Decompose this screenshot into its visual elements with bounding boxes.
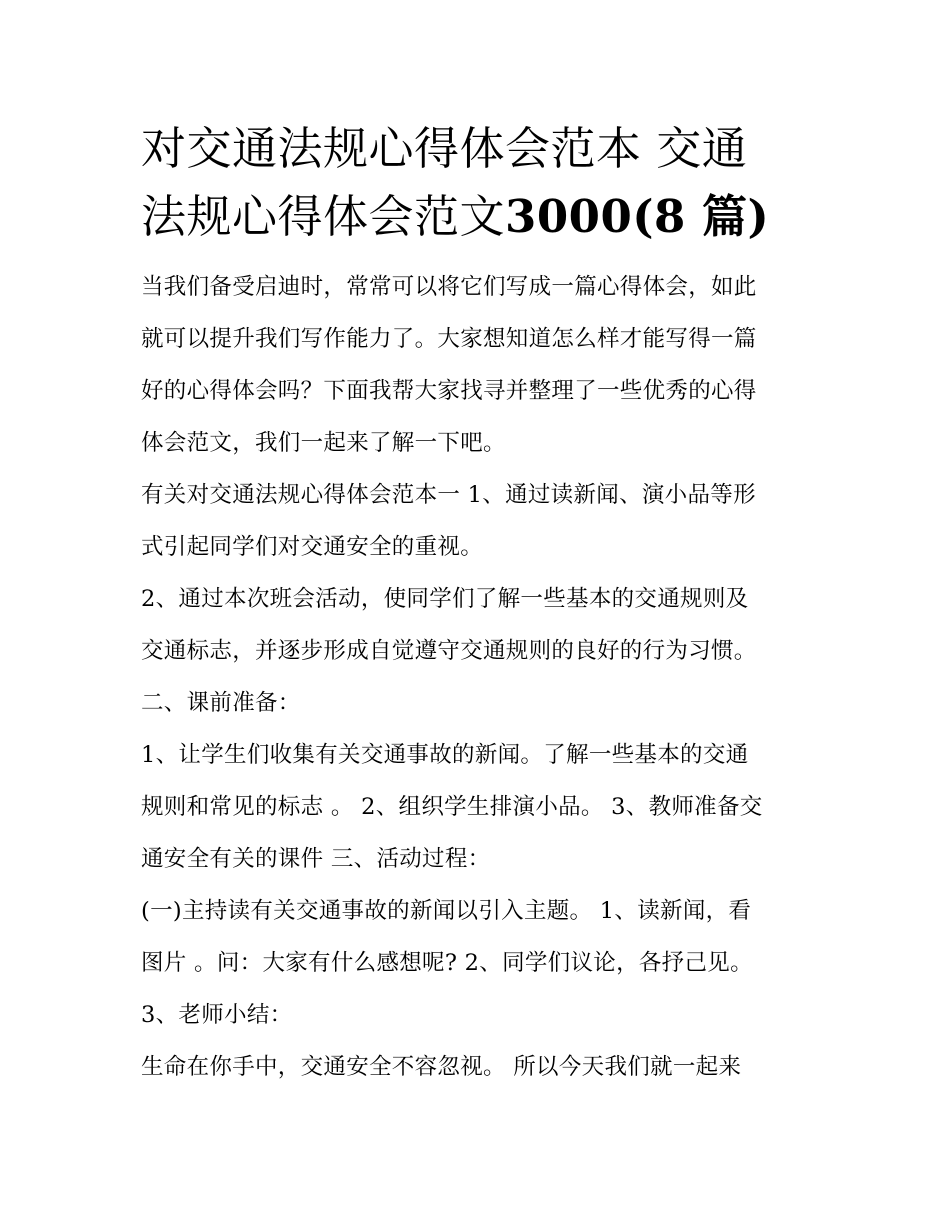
body-line: (一)主持读有关交通事故的新闻以引入主题。 1、读新闻，看 <box>141 898 752 924</box>
document-title <box>141 115 816 251</box>
body-line: 2、通过本次班会活动，使同学们了解一些基本的交通规则及 <box>141 586 749 612</box>
body-line: 当我们备受启迪时，常常可以将它们写成一篇心得体会，如此 <box>141 274 757 300</box>
title-line-1: 对交通法规心得体会范本 交通 <box>141 122 748 175</box>
body-line: 体会范文，我们一起来了解一下吧。 <box>141 430 506 456</box>
title-line-2-tail: 篇) <box>685 190 770 243</box>
body-line: 生命在你手中，交通安全不容忽视。 所以今天我们就一起来 <box>141 1054 742 1080</box>
body-line: 有关对交通法规心得体会范本一 1、通过读新闻、演小品等形 <box>141 482 756 508</box>
body-line: 就可以提升我们写作能力了。大家想知道怎么样才能写得一篇 <box>141 326 757 352</box>
body-line: 1、让学生们收集有关交通事故的新闻。了解一些基本的交通 <box>141 742 749 768</box>
body-line: 交通标志，并逐步形成自觉遵守交通规则的良好的行为习惯。 <box>141 638 757 664</box>
body-line: 好的心得体会吗？下面我帮大家找寻并整理了一些优秀的心得 <box>141 378 757 404</box>
title-line-2-bold: 3000(8 <box>505 190 686 243</box>
body-line: 3、老师小结： <box>141 1002 293 1028</box>
title-line-2 <box>141 190 769 243</box>
body-line: 图片 。问：大家有什么感想呢? 2、同学们议论，各抒己见。 <box>141 950 753 976</box>
body-line: 通安全有关的课件 三、活动过程： <box>141 846 491 872</box>
title-line-2-text: 法规心得体会范文 <box>141 190 506 243</box>
body-line: 式引起同学们对交通安全的重视。 <box>141 534 484 560</box>
document-content <box>141 115 816 1093</box>
body-line: 规则和常见的标志 。 2、组织学生排演小品。 3、教师准备交 <box>141 794 763 820</box>
body-line: 二、课前准备： <box>141 690 301 716</box>
